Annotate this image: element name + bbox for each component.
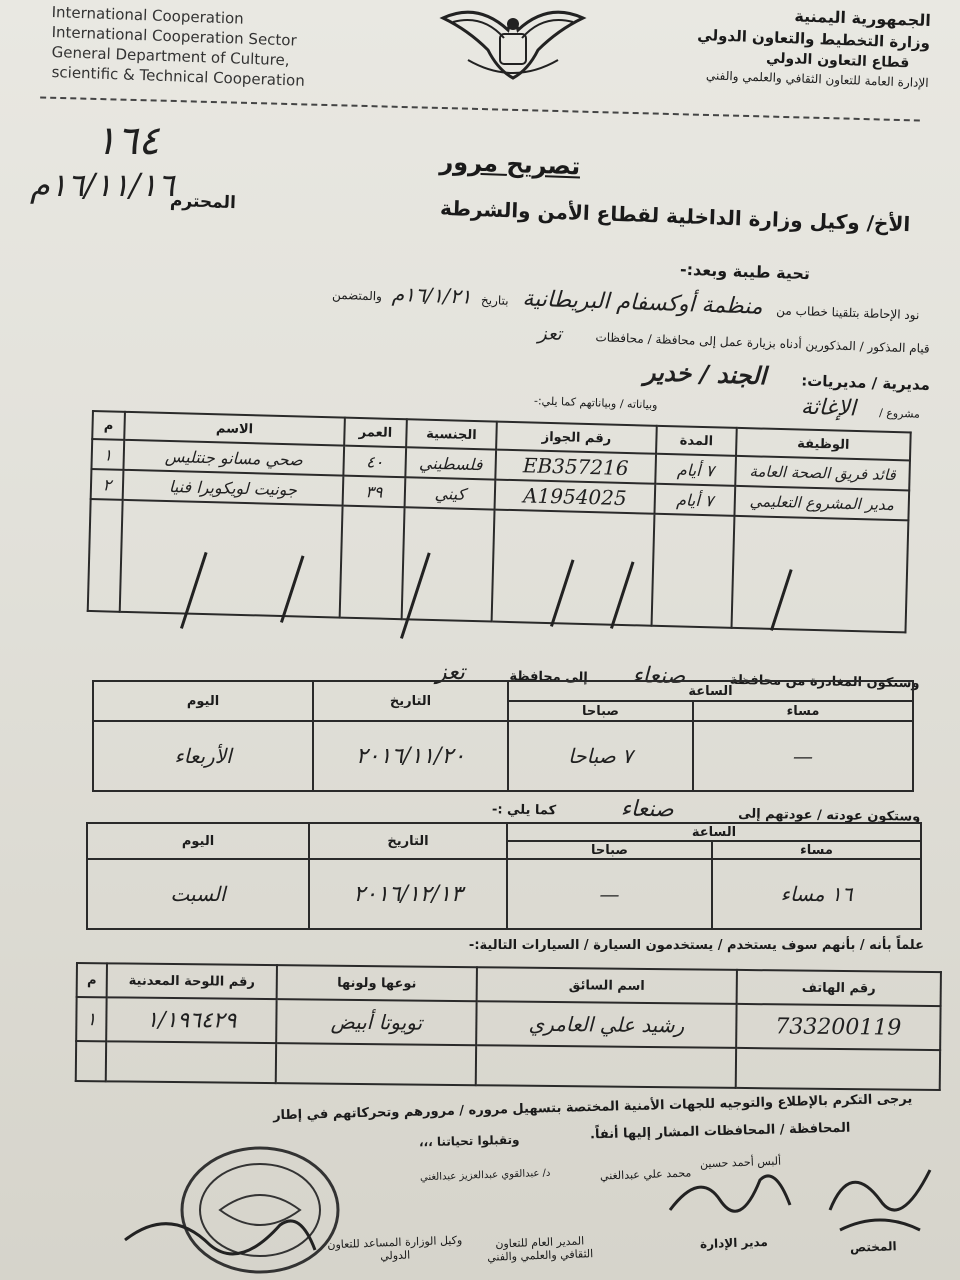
table-cell: فلسطيني	[405, 447, 496, 479]
table-cell	[106, 1041, 276, 1083]
col-header-job: الوظيفة	[736, 428, 911, 461]
letterhead-en-line: International Cooperation	[51, 2, 245, 28]
table-cell: جونيت لويكويرا فنيا	[123, 470, 344, 506]
return-morning: —	[507, 859, 712, 929]
table-cell: تويوتا أبيض	[276, 999, 476, 1045]
table-cell: ٣٩	[343, 476, 406, 508]
return-date: ٢٠١٦/١٢/١٣	[309, 859, 507, 929]
return-day: السبت	[87, 859, 309, 929]
table-cell: صحي مسانو جنتليس	[123, 440, 344, 476]
col-header-duration: المدة	[656, 426, 737, 456]
table-cell: مدير المشروع التعليمي	[734, 486, 909, 521]
table-cell	[476, 1045, 736, 1088]
col-header-age: العمر	[344, 418, 407, 448]
table-cell: ١	[91, 439, 124, 470]
letterhead-ar-line: وزارة التخطيط والتعاون الدولي	[697, 25, 931, 53]
table-cell: ٧ أيام	[654, 484, 735, 516]
header-divider	[40, 96, 920, 121]
table-cell	[120, 500, 343, 618]
project-name: الإغاثة	[800, 394, 856, 422]
table-header-row	[87, 823, 921, 841]
closing-line-2: المحافظة / المحافظات المشار إليها أنفاً.	[589, 1120, 851, 1143]
addressee-line: الأخ/ وكيل وزارة الداخلية لقطاع الأمن والشرطة	[439, 195, 911, 237]
departure-morning: ٧ صباحا	[508, 721, 693, 791]
departure-table	[92, 680, 914, 792]
table-row-empty	[88, 499, 909, 632]
reference-number: ١٦٤	[95, 118, 160, 164]
table-row	[93, 721, 913, 791]
col-header-evening: مساء	[693, 701, 913, 721]
document-title: تصريح مرور	[439, 147, 581, 181]
table-cell	[652, 514, 735, 628]
return-to: صنعاء	[620, 796, 674, 823]
governorate-name: تعز	[537, 323, 563, 345]
district-names: الجند / خدير	[643, 357, 767, 391]
col-header-day: اليوم	[87, 823, 309, 859]
table-cell: ١	[76, 997, 106, 1041]
letterhead-english	[51, 2, 306, 90]
letterhead-en-line: scientific & Technical Cooperation	[51, 62, 306, 90]
letter-date: ١٦/١/٢١م	[391, 281, 473, 309]
col-header-time: الساعة	[507, 823, 921, 841]
col-header-evening: مساء	[712, 841, 921, 859]
body-line-1	[332, 280, 920, 325]
col-header-day: اليوم	[93, 681, 313, 721]
col-header-nationality: الجنسية	[406, 419, 497, 449]
col-header-name: الاسم	[124, 412, 345, 446]
col-header-phone: رقم الهاتف	[737, 970, 941, 1006]
handwritten-signature	[120, 1200, 320, 1270]
vehicles-label: علماً بأنه / بأنهم سوف يستخدم / يستخدمون السيارة / السيارات التالية:-	[468, 938, 924, 953]
closing-line-1: يرجى التكرم بالإطلاع والتوجيه للجهات الأمنية المختصة بتسهيل مروره / مرورهم وتحركاتهم في إطار	[272, 1091, 913, 1124]
table-cell	[276, 1043, 476, 1085]
reference-date: ١٦/١١/١٦م	[30, 166, 175, 204]
body-text: مديرية / مديريات:	[800, 371, 931, 394]
table-cell	[76, 1041, 106, 1081]
signature-name: محمد علي عبدالغني	[599, 1166, 692, 1183]
table-cell: EB357216	[495, 450, 656, 484]
signature-title: مدير الإدارة	[699, 1234, 769, 1252]
letterhead-en-line: General Department of Culture,	[51, 42, 290, 70]
departure-label: وستكون المغادرة من محافظة	[730, 672, 921, 692]
signature-name: د/ عبدالقوي عبدالعزيز عبدالغني	[419, 1167, 551, 1184]
signature-title: وكيل الوزارة المساعد للتعاون الدولي	[327, 1233, 463, 1263]
body-text: قيام المذكور / المذكورين أدناه بزيارة عمل إلى محافظة / محافظات	[595, 330, 931, 356]
return-evening: ١٦ مساء	[712, 859, 921, 929]
return-table	[86, 822, 922, 930]
letterhead-ar-line: قطاع التعاون الدولي	[766, 50, 910, 72]
vehicles-table	[75, 962, 942, 1091]
col-header-date: التاريخ	[309, 823, 507, 859]
table-cell: قائد فريق الصحة العامة	[735, 456, 910, 491]
body-text-end: والمتضمن	[332, 287, 383, 304]
table-cell: ١/١٩٦٤٢٩	[106, 997, 276, 1043]
table-cell: A1954025	[495, 480, 656, 514]
table-cell: كيني	[405, 477, 496, 509]
col-header-passport: رقم الجواز	[496, 422, 657, 454]
signature-title: المدير العام للتعاون الثقافي والعلمي والفني	[487, 1234, 594, 1264]
table-cell	[402, 507, 495, 621]
letterhead-ar-line: الإدارة العامة للتعاون الثقافي والعلمي والفني	[706, 68, 930, 91]
col-header-plate: رقم اللوحة المعدنية	[107, 963, 277, 999]
table-cell: رشيد علي العامري	[476, 1001, 736, 1048]
departure-evening: —	[693, 721, 913, 791]
col-header-type: نوعها ولونها	[277, 965, 477, 1001]
letterhead-ar-line: الجمهورية اليمنية	[794, 6, 932, 31]
body-line-2	[538, 323, 930, 358]
table-header-row	[93, 681, 913, 701]
greeting: تحية طيبة وبعد:-	[679, 259, 811, 284]
body-text: مشروع /	[878, 406, 921, 421]
return-end: كما يلي :-	[491, 802, 556, 819]
departure-from: صنعاء	[632, 663, 686, 690]
table-row	[87, 859, 921, 929]
col-header-morning: صباحا	[507, 841, 712, 859]
col-header-date: التاريخ	[313, 681, 508, 721]
handwritten-signature	[660, 1160, 800, 1230]
col-header-no: م	[92, 411, 125, 440]
closing-line-3: وتقبلوا تحياتنا ،،،	[419, 1132, 521, 1150]
table-cell: ٢	[91, 469, 124, 500]
date-label: بتاريخ	[481, 292, 510, 308]
departure-to: تعز	[436, 659, 466, 686]
table-cell: 733200119	[736, 1004, 940, 1050]
handwritten-signature	[820, 1150, 940, 1240]
addressee-honorific: المحترم	[169, 190, 237, 214]
departure-day: الأربعاء	[93, 721, 313, 791]
organization-name: منظمة أوكسفام البريطانية	[522, 286, 764, 320]
letterhead-arabic	[696, 2, 932, 92]
table-cell	[736, 1048, 940, 1090]
yemen-emblem	[438, 0, 588, 82]
table-cell: ٧ أيام	[655, 454, 736, 486]
return-label: وستكون عودته / عودتهم إلى	[737, 806, 921, 825]
table-cell: ٤٠	[343, 446, 406, 478]
body-text: نود الإحاطة بتلقينا خطاب من	[776, 303, 920, 323]
departure-date: ٢٠١٦/١١/٢٠	[313, 721, 508, 791]
col-header-driver: اسم السائق	[477, 967, 737, 1004]
table-cell	[88, 499, 123, 612]
persons-table	[87, 410, 912, 633]
col-header-time: الساعة	[508, 681, 913, 701]
table-cell	[732, 516, 909, 633]
col-header-morning: صباحا	[508, 701, 693, 721]
col-header-no: م	[77, 963, 107, 997]
body-text-end: وبياناته / وبياناتهم كما يلي:-	[533, 394, 658, 412]
signature-name: ألبس أحمد حسين	[699, 1154, 782, 1171]
letterhead-en-line: International Cooperation Sector	[51, 22, 297, 50]
table-cell	[340, 506, 405, 620]
table-row-empty	[76, 1041, 940, 1090]
signature-title: المختص	[849, 1239, 897, 1255]
departure-to-label: إلى محافظة	[509, 669, 589, 686]
